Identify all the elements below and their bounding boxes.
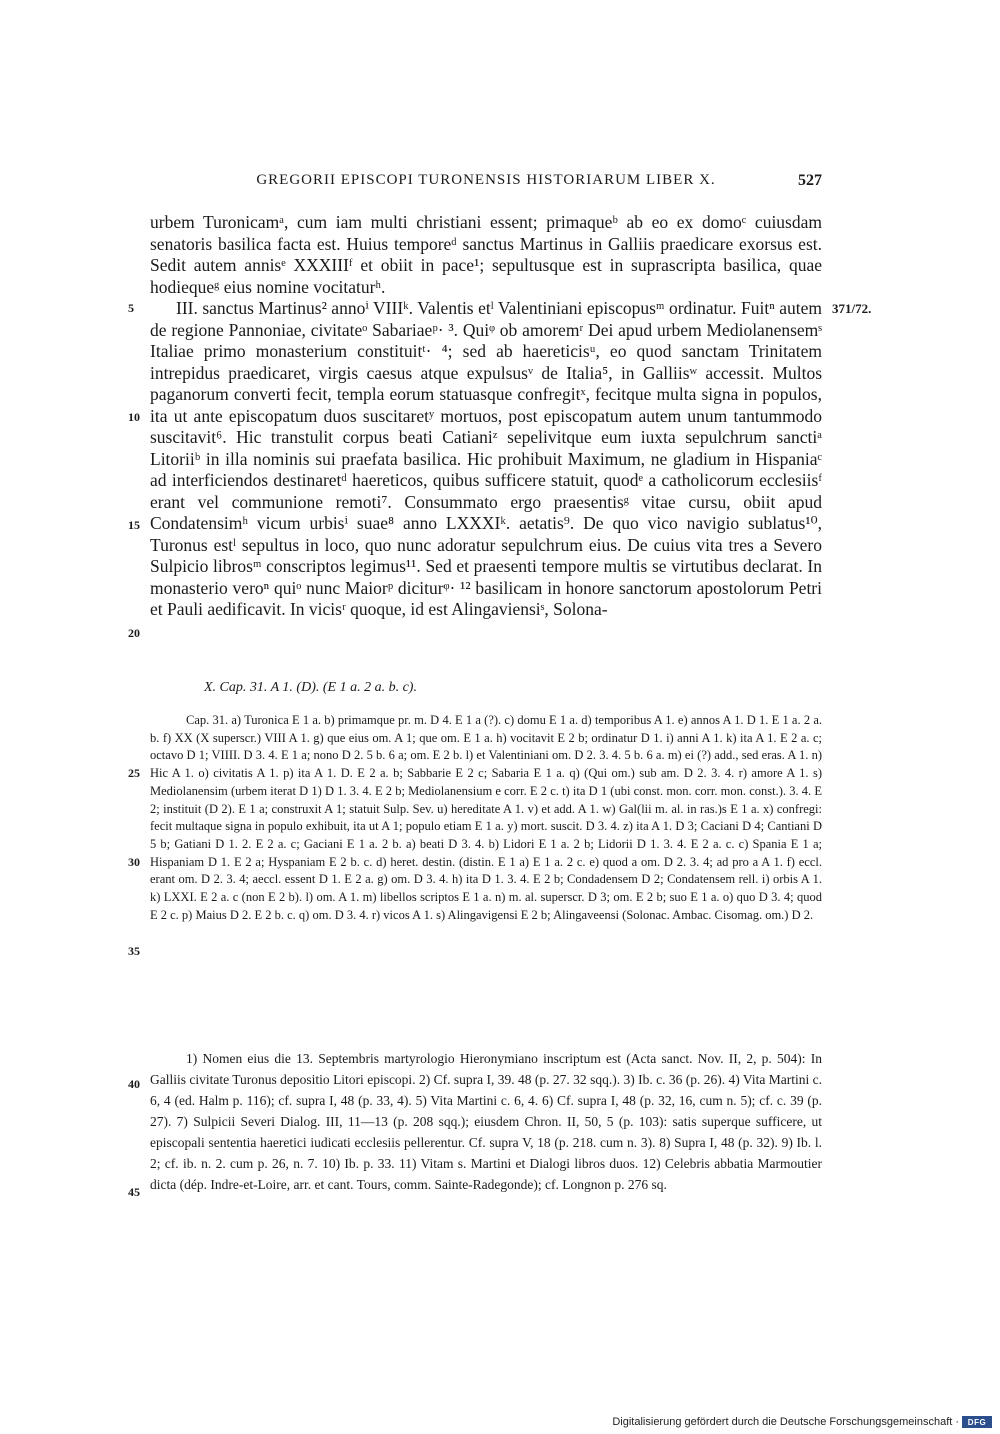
line-number-30: 30 [128,855,140,869]
line-number-15: 15 [128,518,140,532]
line-number-20: 20 [128,626,140,640]
line-number-10: 10 [128,410,140,424]
page-header [150,172,822,196]
apparatus-notes: Cap. 31. a) Turonica E 1 a. b) primamque pr. m. D 4. E 1 a (?). c) domu E 1 a. d) temporibus A 1. e) annos A 1. D 1. E 1 a. 2 a. b. f) XX (X superscr.) VIII A 1. g) que eius om. A 1; que om. E 1 a. h) vocitavit E 2 b; ordinatur D 1. i) anni A 1. k) ita A 1. E 2 a. c; octavo D 1; VIIII. D 3. 4. E 1 a; nono D 2. 5 b. 6 a; om. E 2 b. l) et Valentiniani om. D 2. 3. 4. 5 b. 6 a. m) ei (?) add., sed eras. A 1. n) Hic A 1. o) civitatis A 1. p) ita A 1. D. E 2 a. b; Sabbarie E 2 c; Sabaria E 1 a. q) (Qui om.) sub am. D 2. 3. 4. r) amore A 1. s) Mediolanensim (urbem iterat D 1) D 1. 3. 4. E 2 b; Mediolanensium e corr. E 2 c. t) ita D 1 (ubi const. mon. corr. mon. const.). 3. 4. E 2; instituit (D 2). E 1 a; construxit A 1; statuit Sulp. Sev. u) hereditate A 1. v) et add. A 1. w) Gal(lii m. al. in ras.)s E 1 a. x) confregi: fecit multaque signa in populo exhibuit, ita ut A 1; populo etiam E 1 a. y) mort. suscit. D 3. 4. z) ita A 1. D 3; Caciani D 4; Cantiani D 5 b; Gatiani D 1. 2. E 2 a. c; Gaciani E 1 a. 2 b. a) beati D 3. 4. b) Lidori E 1 a. 2 b; Lidorii D 1. 3. 4. E 2 a. c. c) Spania E 1 a; Hispaniam D 1. E 2 a; Hyspaniam E 2 b. c. d) heret. destin. (distin. E 1 a) E 1 a. 2 c. e) quod a om. D 2. 3. 4; ad pro a A 1. f) eccl. erant om. D 2. 3. 4; aeccl. essent D 1. E 2 a. g) om. D 3. 4. h) ita D 1. 3. 4. E 2 b; Condadensem D 2; Condatensem rell. i) orbis A 1. k) LXXI. E 2 a. c (non E 2 b). l) om. A 1. m) libellos scriptos E 1 a. n) m. al. superscr. D 3; om. E 2 b; suo E 1 a. o) quo D 3. 4; quod E 2 c. p) Maius D 2. E 2 b. c. q) om. D 3. 4. r) vicos A 1. s) Alingavigensi E 2 b; Alingaveensi (Solonac. Ambac. Cisomag. om.) D 2. [150,713,822,922]
footnotes [150,1048,822,1195]
line-number-40: 40 [128,1077,140,1091]
page-number: 527 [798,172,822,189]
line-number-25: 25 [128,766,140,780]
line-number-5: 5 [128,301,134,315]
running-head: GREGORII EPISCOPI TURONENSIS HISTORIARUM LIBER X. [256,172,716,188]
critical-apparatus [150,712,822,924]
footnote-text: 1) Nomen eius die 13. Septembris martyrologio Hieronymiano inscriptum est (Acta sanct. Nov. II, 2, p. 504): In Galliis civitate Turonus depositio Litori episcopi. 2) Cf. supra I, 39. 48 (p. 27. 32 sqq.). 3) Ib. c. 36 (p. 26). 4) Vita Martini c. 6, 4 (ed. Halm p. 116); cf. supra I, 48 (p. 33, 4). 5) Vita Martini c. 6, 4. 6) Cf. supra I, 48 (p. 32, 16, cum n. 5); cf. c. 39 (p. 27). 7) Sulpicii Severi Dialog. III, 11—13 (p. 208 sqq.); eiusdem Chron. II, 50, 5 (p. 103): satis superque sufficere, ut episcopali sententia haeretici iudicati ecclesiis pellerentur. Cf. supra V, 18 (p. 218. cum n. 3). 8) Supra I, 48 (p. 32). 9) Ib. l. 2; cf. ib. n. 2. cum p. 26, n. 7. 10) Ib. p. 33. 11) Vitam s. Martini et Dialogi libros duos. 12) Celebris abbatia Marmoutier dicta (dép. Indre-et-Loire, arr. et cant. Tours, comm. Sainte-Radegonde); cf. Longnon p. 276 sq. [150,1051,822,1192]
year-margin-note: 371/72. [832,301,872,316]
digitization-note: Digitalisierung gefördert durch die Deutsche Forschungsgemeinschaft [612,1416,953,1428]
digitization-credit: Digitalisierung gefördert durch die Deutsche Forschungsgemeinschaft · DFG [612,1416,992,1428]
line-number-45: 45 [128,1185,140,1199]
main-paragraph-1: urbem Turonicamᵃ, cum iam multi christiani essent; primaqueᵇ ab eo ex domoᶜ cuiusdam senatoris basilica facta est. Huius temporeᵈ sanctus Martinus in Galliis praedicare exorsus est. Sedit autem annisᵉ XXXIIIᶠ et obiit in pace¹; sepultusque est in suprascripta basilica, quae hodiequeᵍ eius nomine vocitaturʰ. [150,212,822,297]
main-paragraph-2: III. sanctus Martinus² annoⁱ VIIIᵏ. Valentis etˡ Valentiniani episcopusᵐ ordinatur. Fuitⁿ autem de regione Pannoniae, civitateᵒ Sabariaeᵖ· ³. Quiᵠ ob amoremʳ Dei apud urbem Mediolanensemˢ Italiae primo monasterium constituitᵗ· ⁴; sed ab haereticisᵘ, eo quod sanctam Trinitatem intrepidus praedicaret, virgis caesus atque expulsusᵛ de Italia⁵, in Galliisʷ accessit. Multos paganorum converti fecit, templa eorum statuasque confregitˣ, fecitque multa signa in populos, ita ut ante episcopatum duos suscitaretʸ mortuos, post episcopatum autem unum tantummodo suscitavit⁶. Hic transtulit corpus beati Catianiᶻ sepelivitque eum iuxta sepulchrum sanctiᵃ Litoriiᵇ in illa nominis sui praefata basilica. Hic prohibuit Maximum, ne gladium in Hispaniaᶜ ad interficiendos destinaretᵈ haereticos, quibus sufficere statuit, quodᵉ a catholicorum ecclesiisᶠ erant vel communione remoti⁷. Consummato ergo praesentisᵍ vitae cursu, obiit apud Condatensimʰ vicum urbisⁱ suae⁸ anno LXXXIᵏ. aetatis⁹. De quo vico navigio sublatus¹⁰, Turonus estˡ sepultus in loco, quo nunc adoratur sepulchrum eius. De cuius vita tres a Severo Sulpicio librosᵐ conscriptos legimus¹¹. Sed et praesenti tempore multis se virtutibus declarat. In monasterio veroⁿ quiᵒ nunc Maiorᵖ diciturᵠ· ¹² basilicam in honore sanctorum apostolorum Petri et Pauli aedificavit. In vicisʳ quoque, id est Alingaviensiˢ, Solona- [150,298,822,619]
apparatus-chapter-heading: X. Cap. 31. A 1. (D). (E 1 a. 2 a. b. c). [204,680,417,695]
dfg-logo-icon: DFG [962,1416,992,1428]
line-number-35: 35 [128,944,140,958]
main-text [150,212,822,621]
